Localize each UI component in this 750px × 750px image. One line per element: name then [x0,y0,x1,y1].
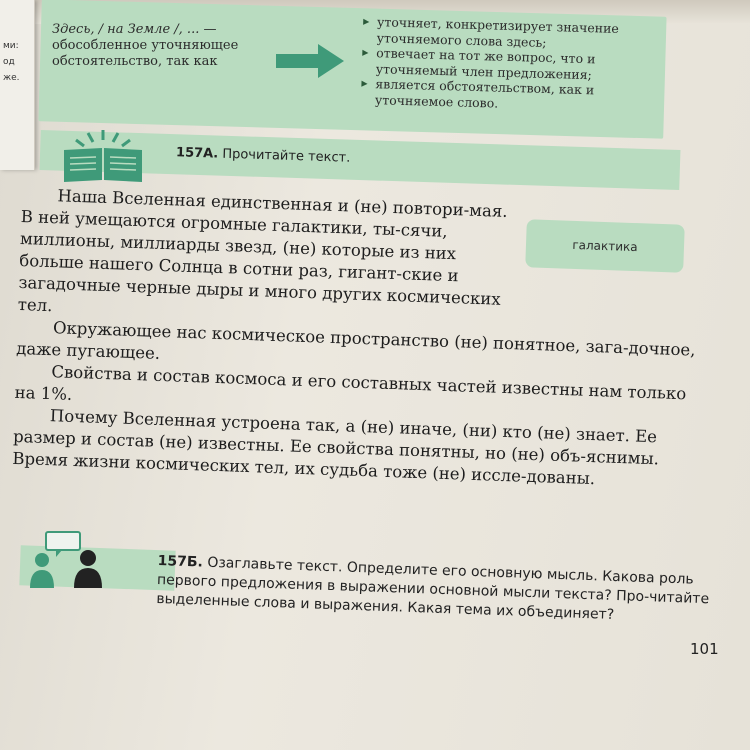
rule-right-column [361,14,663,115]
task-b-text: Озаглавьте текст. Определите его основную мысль. Какова роль первого предложения в выражении основной мысли текста? Про-читайте выделенные слова и выражения. Какая тема их объединяет? [156,554,710,623]
rule-item-3: ▶ является обстоятельством, как и уточняемое слово. [361,76,662,115]
task-b-number: 157Б. [157,552,204,571]
rule-left-column [52,22,287,70]
rule-item-2: ▶ отвечает на тот же вопрос, что и уточняемый член предложения; [362,45,663,84]
rule-definition: обособленное уточняющее обстоятельство, так как [52,38,239,69]
task-157b [156,552,718,629]
adjacent-page-text: ми: од же. [3,41,20,83]
paragraph-2: Окружающее нас космическое пространство (не) понятное, зага-дочное, даже пугающее. [15,318,696,363]
paragraph-4: Почему Вселенная устроена так, а (не) иначе, (ни) кто (не) знает. Ее размер и состав (не) известны. Ее свойства понятны, но (не) объ-яснимы. Время жизни космических тел, их судьба тоже (не) иссле-дованы. [12,406,660,489]
paragraph-1: Наша Вселенная единственная и (не) повтори-мая. В ней умещаются огромные галактики, ты-сячи, миллионы, миллиарды звезд, (не) которые из них больше нашего Солнца в сотни раз, гигант-ские и загадочные черные дыры и много других космических тел. [17,186,508,316]
main-text [12,184,712,494]
page-number: 101 [690,640,719,658]
discussion-people-icon [22,530,112,590]
rule-item-1: ▶ уточняет, конкретизирует значение уточняемого слова здесь; [362,14,663,53]
adjacent-page-edge [0,0,35,170]
arrow-right-icon [276,44,346,78]
open-book-icon [58,128,148,184]
sidebar-label: галактика [572,237,638,255]
task-a-text: Прочитайте текст. [222,146,351,166]
paragraph-3: Свойства и состав космоса и его составных частей известны нам только на 1%. [14,362,687,404]
rule-example: Здесь, / на Земле /, ... — [52,22,217,37]
task-a-number: 157А. [175,145,219,162]
